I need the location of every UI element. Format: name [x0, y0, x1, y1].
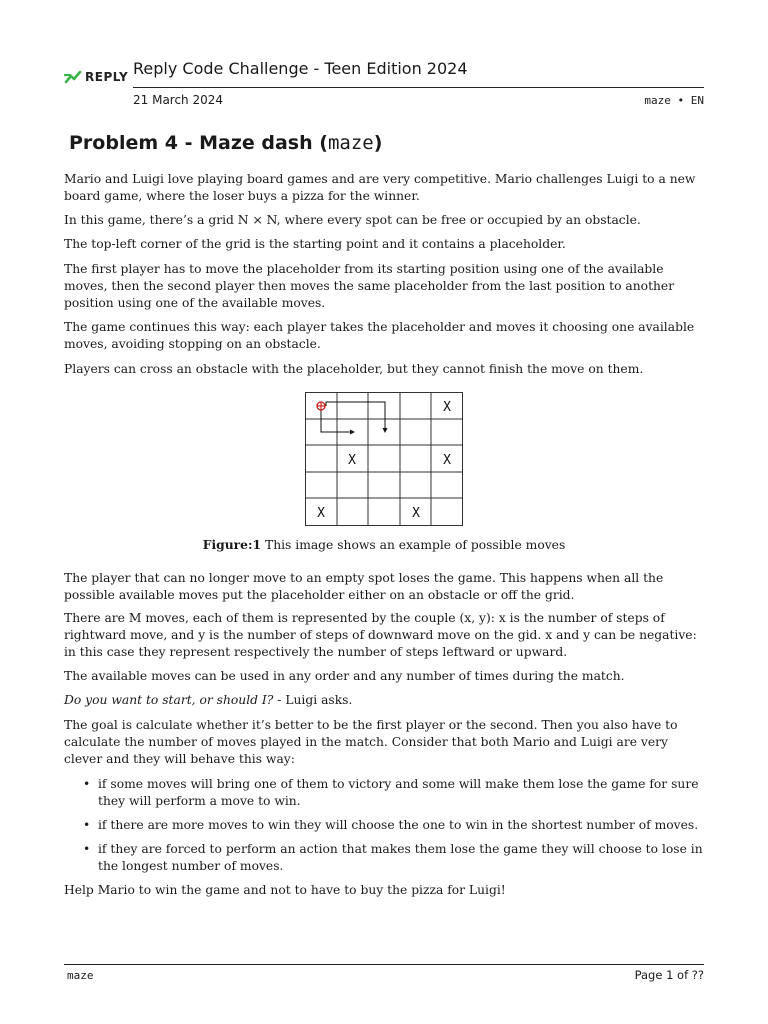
arrow-head-down: [383, 428, 388, 433]
paragraph-moves: There are M moves, each of them is represented by the couple (x, y): x is the number of steps of rightward move, and y is the number of steps of downward move on the gid. x and y can be negative: in this case they represent respectively the number of steps leftward or upward.: [64, 611, 697, 659]
placeholder-icon: [317, 402, 325, 410]
obstacle-mark: X: [443, 400, 451, 415]
obstacle-mark: X: [443, 453, 451, 468]
footer-page-number: Page 1 of ??: [634, 968, 704, 982]
list-item: • if they are forced to perform an action that makes them lose the game they will choose to lose in the longest number of moves.: [83, 842, 703, 873]
luigi-question: Do you want to start, or should I?: [64, 693, 274, 707]
bullet-icon: •: [83, 777, 91, 791]
paragraph-intro: Mario and Luigi love playing board games and are very competitive. Mario challenges Luigi to a new board game, where the loser buys a pizza for the winner.: [64, 172, 696, 203]
paragraph-first-player: The first player has to move the placeholder from its starting position using one of the available moves, then the second player then moves the same placeholder from the last position to another position using one of the available moves.: [64, 262, 675, 310]
figure-caption: [0, 537, 768, 552]
paragraph-start: The top-left corner of the grid is the starting point and it contains a placeholder.: [64, 237, 566, 251]
figure-caption-label: Figure:1: [202, 537, 262, 552]
arrow-head-right: [350, 430, 355, 435]
problem-title-code: maze: [327, 132, 374, 154]
move-arrows: [321, 402, 385, 432]
reply-logo-text: REPLY: [85, 70, 129, 84]
paragraph-order: The available moves can be used in any order and any number of times during the match.: [64, 669, 625, 683]
paragraph-closing: Help Mario to win the game and not to have to buy the pizza for Luigi!: [64, 883, 506, 897]
maze-figure: [305, 392, 465, 528]
paragraph-continue: The game continues this way: each player takes the placeholder and moves it choosing one available moves, avoiding stopping on an obstacle.: [64, 320, 695, 351]
obstacle-mark: X: [317, 506, 325, 521]
paragraph-goal: The goal is calculate whether it’s better to be the first player or the second. Then you also have to calculate the number of moves played in the match. Consider that both Mario and Luigi are very clever and they will behave this way:: [64, 718, 678, 766]
footer-problem-code: maze: [67, 969, 94, 982]
reply-logo-icon: [64, 70, 82, 84]
header-problem-tag: maze • EN: [644, 94, 704, 107]
list-item: • if there are more moves to win they will choose the one to win in the shortest number of moves.: [83, 818, 699, 832]
problem-title: [69, 132, 382, 154]
header-title: Reply Code Challenge - Teen Edition 2024: [133, 59, 468, 78]
footer-rule: [64, 964, 704, 965]
header-date: 21 March 2024: [133, 93, 224, 107]
problem-title-suffix: ): [373, 132, 383, 154]
header-rule: [133, 87, 704, 88]
paragraph-lose: The player that can no longer move to an empty spot loses the game. This happens when all the possible available moves put the placeholder either on an obstacle or off the grid.: [64, 571, 664, 602]
bullet-icon: •: [83, 818, 91, 832]
paragraph-grid: In this game, there’s a grid N × N, where every spot can be free or occupied by an obstacle.: [64, 213, 641, 227]
luigi-asks-text: - Luigi asks.: [273, 693, 353, 707]
paragraph-luigi-asks: [64, 692, 706, 709]
grid-lines: [305, 392, 463, 526]
bullet-icon: •: [83, 842, 91, 856]
behavior-list: [80, 776, 706, 882]
obstacle-mark: X: [412, 506, 420, 521]
obstacle-mark: X: [348, 453, 356, 468]
list-item: • if some moves will bring one of them to victory and some will make them lose the game for sure they will perform a move to win.: [83, 777, 699, 808]
reply-logo: [64, 70, 128, 84]
figure-caption-text: This image shows an example of possible moves: [261, 538, 566, 552]
problem-title-prefix: Problem 4 - Maze dash (: [69, 132, 328, 154]
paragraph-cross: Players can cross an obstacle with the placeholder, but they cannot finish the move on them.: [64, 362, 644, 376]
